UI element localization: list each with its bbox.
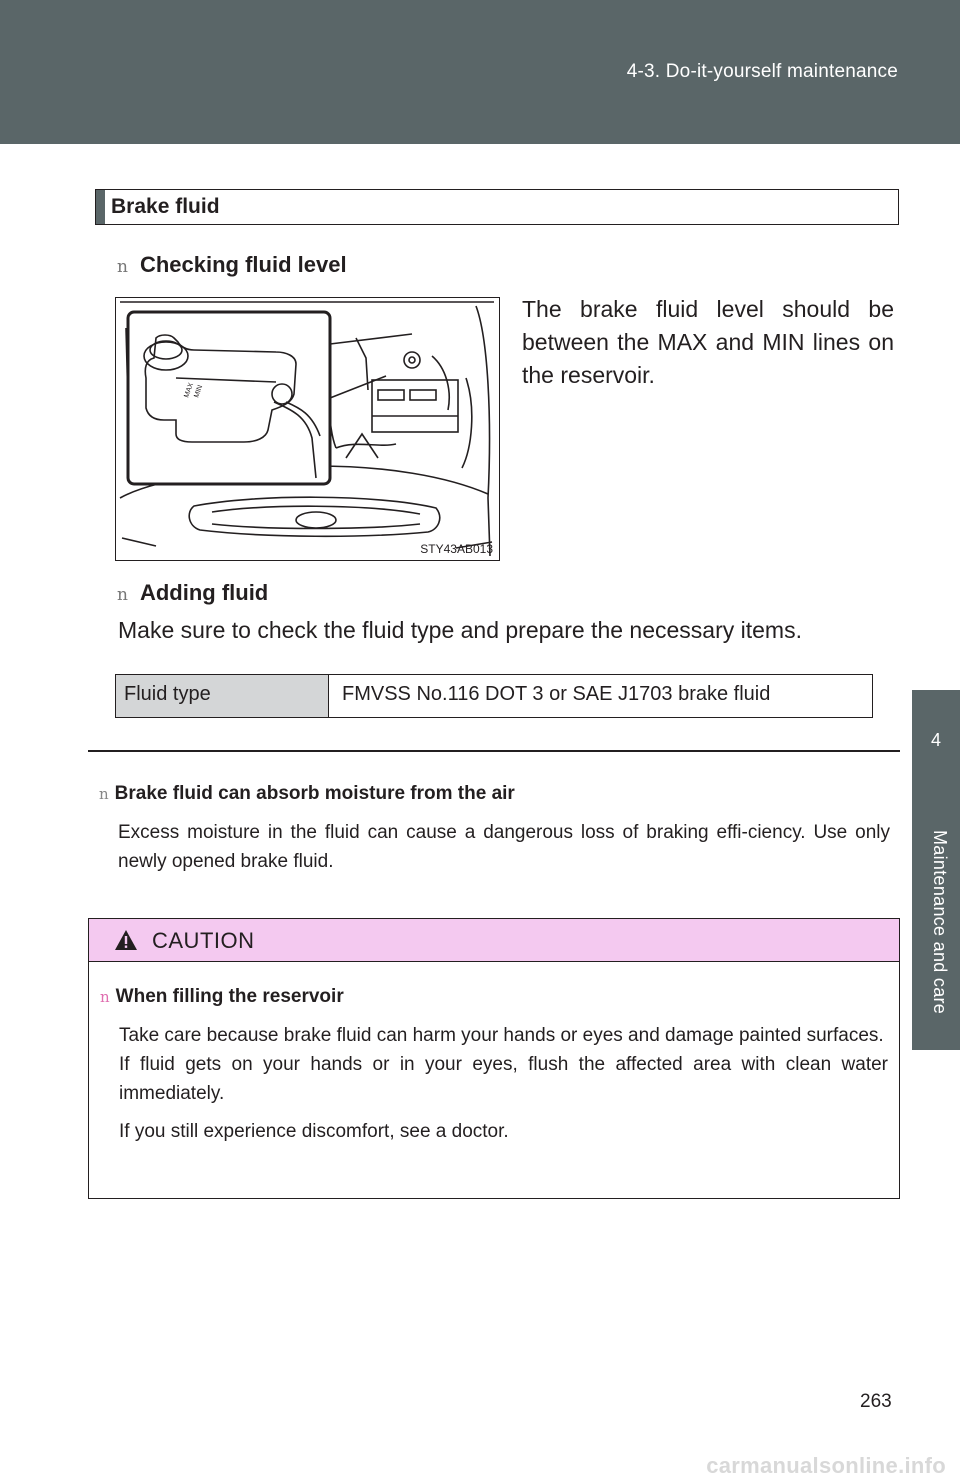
bullet-icon: n — [100, 988, 110, 1006]
caution-line: If fluid gets on your hands or in your eyes, flush the affected area with clean water immediately. — [119, 1054, 888, 1104]
engine-bay-drawing — [116, 298, 498, 559]
caution-box — [88, 918, 900, 1199]
chapter-number: 4 — [930, 730, 941, 750]
checking-heading-text: Checking fluid level — [139, 252, 347, 277]
section-heading-box — [95, 189, 899, 225]
note-body: Excess moisture in the fluid can cause a dangerous loss of braking effi-ciency. Use only newly opened brake fluid. — [118, 822, 890, 872]
caution-header — [89, 919, 899, 962]
page-number: 263 — [860, 1391, 892, 1412]
bullet-icon: n — [99, 785, 109, 803]
svg-text:MAX: MAX — [183, 382, 196, 399]
fluid-level-description: The brake fluid level should be between the MAX and MIN lines on the reservoir. — [522, 296, 894, 388]
spec-key: Fluid type — [116, 675, 329, 717]
section-title: Brake fluid — [111, 195, 220, 218]
svg-text:MIN: MIN — [193, 384, 205, 399]
spec-value: FMVSS No.116 DOT 3 or SAE J1703 brake fluid — [342, 683, 771, 705]
warning-icon — [114, 929, 138, 951]
section-divider — [88, 750, 900, 752]
caution-heading-text: When filling the reservoir — [115, 986, 344, 1007]
caution-paragraph — [119, 1021, 888, 1108]
checking-heading — [117, 252, 347, 278]
note-heading — [99, 783, 515, 805]
bullet-icon: n — [117, 585, 128, 605]
caution-body — [119, 1021, 888, 1146]
caution-line: Take care because brake fluid can harm your hands or eyes and damage painted surfaces. — [119, 1025, 884, 1046]
chapter-label: Maintenance and care — [930, 830, 950, 1015]
section-heading-bar — [96, 190, 105, 224]
adding-instruction: Make sure to check the fluid type and prepare the necessary items. — [118, 617, 802, 643]
caution-label: CAUTION — [152, 928, 255, 953]
caution-paragraph: If you still experience discomfort, see a doctor. — [119, 1121, 509, 1142]
fluid-spec-table — [115, 674, 873, 718]
brake-reservoir-illustration — [115, 297, 500, 561]
bullet-icon: n — [117, 257, 128, 277]
note-heading-text: Brake fluid can absorb moisture from the air — [114, 783, 515, 804]
adding-heading-text: Adding fluid — [139, 580, 269, 605]
running-header: 4-3. Do-it-yourself maintenance — [626, 61, 898, 82]
adding-heading — [117, 580, 268, 606]
caution-heading — [100, 986, 344, 1008]
watermark: carmanualsonline.info — [706, 1453, 946, 1478]
illustration-code: STY43AB013 — [420, 542, 493, 556]
